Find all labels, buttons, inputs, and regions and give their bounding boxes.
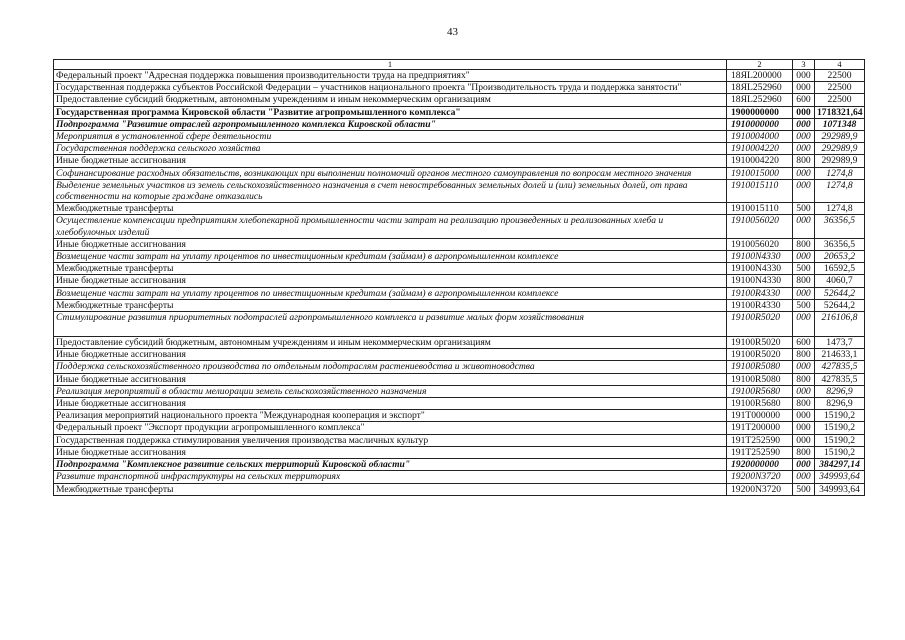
- row-amount: 1071348: [815, 118, 865, 130]
- row-name: Реализация мероприятий в области мелиорации земель сельскохозяйственного назначения: [54, 385, 727, 397]
- row-code: 19100R5020: [727, 312, 793, 337]
- row-name: Развитие транспортной инфраструктуры на сельских территориях: [54, 471, 727, 483]
- row-amount: 52644,2: [815, 299, 865, 311]
- row-amount: 1274,8: [815, 203, 865, 215]
- row-name: Иные бюджетные ассигнования: [54, 446, 727, 458]
- row-name: Возмещение части затрат на уплату процентов по инвестиционным кредитам (займам) в агропромышленном комплексе: [54, 287, 727, 299]
- table-row: [54, 106, 865, 118]
- row-type: 800: [793, 373, 815, 385]
- row-amount: 427835,5: [815, 373, 865, 385]
- row-type: 800: [793, 398, 815, 410]
- row-name: Государственная поддержка субъектов Российской Федерации – участников национального проекта "Производительность труда и поддержка занятости": [54, 82, 727, 94]
- row-code: 1900000000: [727, 106, 793, 118]
- row-type: 000: [793, 312, 815, 337]
- row-amount: 36356,5: [815, 215, 865, 238]
- row-name: Стимулирование развития приоритетных подотраслей агропромышленного комплекса и развитие малых форм хозяйствования: [54, 312, 727, 337]
- table-header-row: [54, 60, 865, 70]
- table-row: [54, 263, 865, 275]
- table-row: [54, 167, 865, 179]
- table-row: [54, 459, 865, 471]
- row-name: Подпрограмма "Развитие отраслей агропромышленного комплекса Кировской области": [54, 118, 727, 130]
- header-col-3: 3: [793, 60, 815, 70]
- row-amount: 349993,64: [815, 471, 865, 483]
- row-code: 19200N3720: [727, 471, 793, 483]
- row-amount: 36356,5: [815, 238, 865, 250]
- table-row: [54, 299, 865, 311]
- row-name: Иные бюджетные ассигнования: [54, 349, 727, 361]
- row-type: 800: [793, 349, 815, 361]
- row-amount: 15190,2: [815, 410, 865, 422]
- row-amount: 8296,9: [815, 385, 865, 397]
- row-code: 19100R5080: [727, 361, 793, 373]
- row-name: Федеральный проект "Адресная поддержка повышения производительности труда на предприятиях": [54, 70, 727, 82]
- header-col-2: 2: [727, 60, 793, 70]
- row-code: 1910004000: [727, 131, 793, 143]
- row-type: 500: [793, 263, 815, 275]
- row-type: 800: [793, 446, 815, 458]
- row-amount: 15190,2: [815, 434, 865, 446]
- row-type: 600: [793, 94, 815, 106]
- row-name: Межбюджетные трансферты: [54, 299, 727, 311]
- row-type: 000: [793, 131, 815, 143]
- table-row: [54, 312, 865, 337]
- row-name: Мероприятия в установленной сфере деятельности: [54, 131, 727, 143]
- budget-table: [53, 59, 865, 496]
- row-amount: 16592,5: [815, 263, 865, 275]
- row-name: Федеральный проект "Экспорт продукции агропромышленного комплекса": [54, 422, 727, 434]
- row-amount: 22500: [815, 94, 865, 106]
- row-type: 000: [793, 459, 815, 471]
- row-name: Софинансирование расходных обязательств, возникающих при выполнении полномочий органов местного самоуправления по вопросам местного значения: [54, 167, 727, 179]
- row-name: Осуществление компенсации предприятиям хлебопекарной промышленности части затрат на реализацию произведенных и реализованных хлеба и хлебобулочных изделий: [54, 215, 727, 238]
- row-code: 1910015110: [727, 203, 793, 215]
- row-code: 18ЯL252960: [727, 94, 793, 106]
- table-row: [54, 337, 865, 349]
- row-code: 1910015110: [727, 179, 793, 202]
- table-row: [54, 131, 865, 143]
- row-amount: 4060,7: [815, 275, 865, 287]
- page-number: 43: [447, 26, 458, 38]
- row-type: 800: [793, 238, 815, 250]
- row-name: Реализация мероприятий национального проекта "Международная кооперация и экспорт": [54, 410, 727, 422]
- table-row: [54, 349, 865, 361]
- row-code: 191T200000: [727, 422, 793, 434]
- row-amount: 1274,8: [815, 167, 865, 179]
- row-amount: 292989,9: [815, 131, 865, 143]
- row-type: 000: [793, 422, 815, 434]
- row-type: 000: [793, 70, 815, 82]
- table-row: [54, 434, 865, 446]
- row-type: 000: [793, 434, 815, 446]
- row-type: 500: [793, 299, 815, 311]
- row-name: Иные бюджетные ассигнования: [54, 373, 727, 385]
- row-code: 191T252590: [727, 446, 793, 458]
- row-amount: 1274,8: [815, 179, 865, 202]
- row-amount: 22500: [815, 82, 865, 94]
- row-amount: 22500: [815, 70, 865, 82]
- table-row: [54, 483, 865, 495]
- row-type: 000: [793, 287, 815, 299]
- row-code: 19100N4330: [727, 263, 793, 275]
- row-code: 19100N4330: [727, 275, 793, 287]
- row-type: 000: [793, 143, 815, 155]
- row-amount: 384297,14: [815, 459, 865, 471]
- row-code: 1920000000: [727, 459, 793, 471]
- row-name: Иные бюджетные ассигнования: [54, 238, 727, 250]
- table-row: [54, 422, 865, 434]
- row-code: 18ЯL200000: [727, 70, 793, 82]
- row-amount: 20653,2: [815, 251, 865, 263]
- table-row: [54, 398, 865, 410]
- table-row: [54, 385, 865, 397]
- row-name: Государственная программа Кировской области "Развитие агропромышленного комплекса": [54, 106, 727, 118]
- row-type: 800: [793, 275, 815, 287]
- row-name: Предоставление субсидий бюджетным, автономным учреждениям и иным некоммерческим организациям: [54, 337, 727, 349]
- row-type: 000: [793, 215, 815, 238]
- table-row: [54, 410, 865, 422]
- row-name: Межбюджетные трансферты: [54, 263, 727, 275]
- row-name: Предоставление субсидий бюджетным, автономным учреждениям и иным некоммерческим организациям: [54, 94, 727, 106]
- row-type: 000: [793, 167, 815, 179]
- row-code: 19200N3720: [727, 483, 793, 495]
- row-amount: 1718321,64: [815, 106, 865, 118]
- table-row: [54, 238, 865, 250]
- row-type: 000: [793, 82, 815, 94]
- row-code: 19100R4330: [727, 287, 793, 299]
- row-code: 191T252590: [727, 434, 793, 446]
- row-code: 1910056020: [727, 215, 793, 238]
- row-code: 1910004220: [727, 143, 793, 155]
- row-type: 000: [793, 106, 815, 118]
- row-type: 000: [793, 179, 815, 202]
- row-amount: 216106,8: [815, 312, 865, 337]
- row-type: 000: [793, 385, 815, 397]
- row-type: 500: [793, 483, 815, 495]
- row-type: 000: [793, 251, 815, 263]
- row-code: 1910015000: [727, 167, 793, 179]
- row-amount: 292989,9: [815, 143, 865, 155]
- row-name: Государственная поддержка стимулирования увеличения производства масличных культур: [54, 434, 727, 446]
- table-row: [54, 361, 865, 373]
- row-code: 19100R5680: [727, 385, 793, 397]
- table-row: [54, 94, 865, 106]
- row-name: Государственная поддержка сельского хозяйства: [54, 143, 727, 155]
- table-row: [54, 251, 865, 263]
- header-col-1: 1: [54, 60, 727, 70]
- table-row: [54, 287, 865, 299]
- row-amount: 1473,7: [815, 337, 865, 349]
- table-row: [54, 155, 865, 167]
- row-amount: 52644,2: [815, 287, 865, 299]
- row-name: Иные бюджетные ассигнования: [54, 275, 727, 287]
- row-name: Выделение земельных участков из земель сельскохозяйственного назначения в счет невостребованных земельных долей и (или) земельных долей, от права собственности на которые граждане отказались: [54, 179, 727, 202]
- row-code: 19100R5020: [727, 349, 793, 361]
- row-code: 191T000000: [727, 410, 793, 422]
- row-code: 1910004220: [727, 155, 793, 167]
- row-amount: 8296,9: [815, 398, 865, 410]
- table-row: [54, 179, 865, 202]
- row-code: 19100R5080: [727, 373, 793, 385]
- table-row: [54, 118, 865, 130]
- row-type: 600: [793, 337, 815, 349]
- table-row: [54, 446, 865, 458]
- row-type: 000: [793, 118, 815, 130]
- row-name: Иные бюджетные ассигнования: [54, 155, 727, 167]
- row-code: 18ЯL252960: [727, 82, 793, 94]
- row-code: 19100R4330: [727, 299, 793, 311]
- row-name: Иные бюджетные ассигнования: [54, 398, 727, 410]
- table-row: [54, 82, 865, 94]
- row-code: 19100N4330: [727, 251, 793, 263]
- row-type: 500: [793, 203, 815, 215]
- row-amount: 15190,2: [815, 446, 865, 458]
- row-type: 800: [793, 155, 815, 167]
- row-type: 000: [793, 361, 815, 373]
- row-name: Межбюджетные трансферты: [54, 203, 727, 215]
- row-name: Возмещение части затрат на уплату процентов по инвестиционным кредитам (займам) в агропромышленном комплексе: [54, 251, 727, 263]
- row-amount: 292989,9: [815, 155, 865, 167]
- table-row: [54, 70, 865, 82]
- row-type: 000: [793, 471, 815, 483]
- row-code: 19100R5680: [727, 398, 793, 410]
- row-amount: 15190,2: [815, 422, 865, 434]
- row-name: Поддержка сельскохозяйственного производства по отдельным подотраслям растениеводства и животноводства: [54, 361, 727, 373]
- table-row: [54, 373, 865, 385]
- row-amount: 427835,5: [815, 361, 865, 373]
- table-row: [54, 471, 865, 483]
- row-code: 1910056020: [727, 238, 793, 250]
- row-code: 1910000000: [727, 118, 793, 130]
- row-amount: 349993,64: [815, 483, 865, 495]
- table-row: [54, 215, 865, 238]
- table-row: [54, 203, 865, 215]
- table-row: [54, 143, 865, 155]
- row-type: 000: [793, 410, 815, 422]
- row-code: 19100R5020: [727, 337, 793, 349]
- row-name: Подпрограмма "Комплексное развитие сельских территорий Кировской области": [54, 459, 727, 471]
- row-amount: 214633,1: [815, 349, 865, 361]
- row-name: Межбюджетные трансферты: [54, 483, 727, 495]
- table-row: [54, 275, 865, 287]
- header-col-4: 4: [815, 60, 865, 70]
